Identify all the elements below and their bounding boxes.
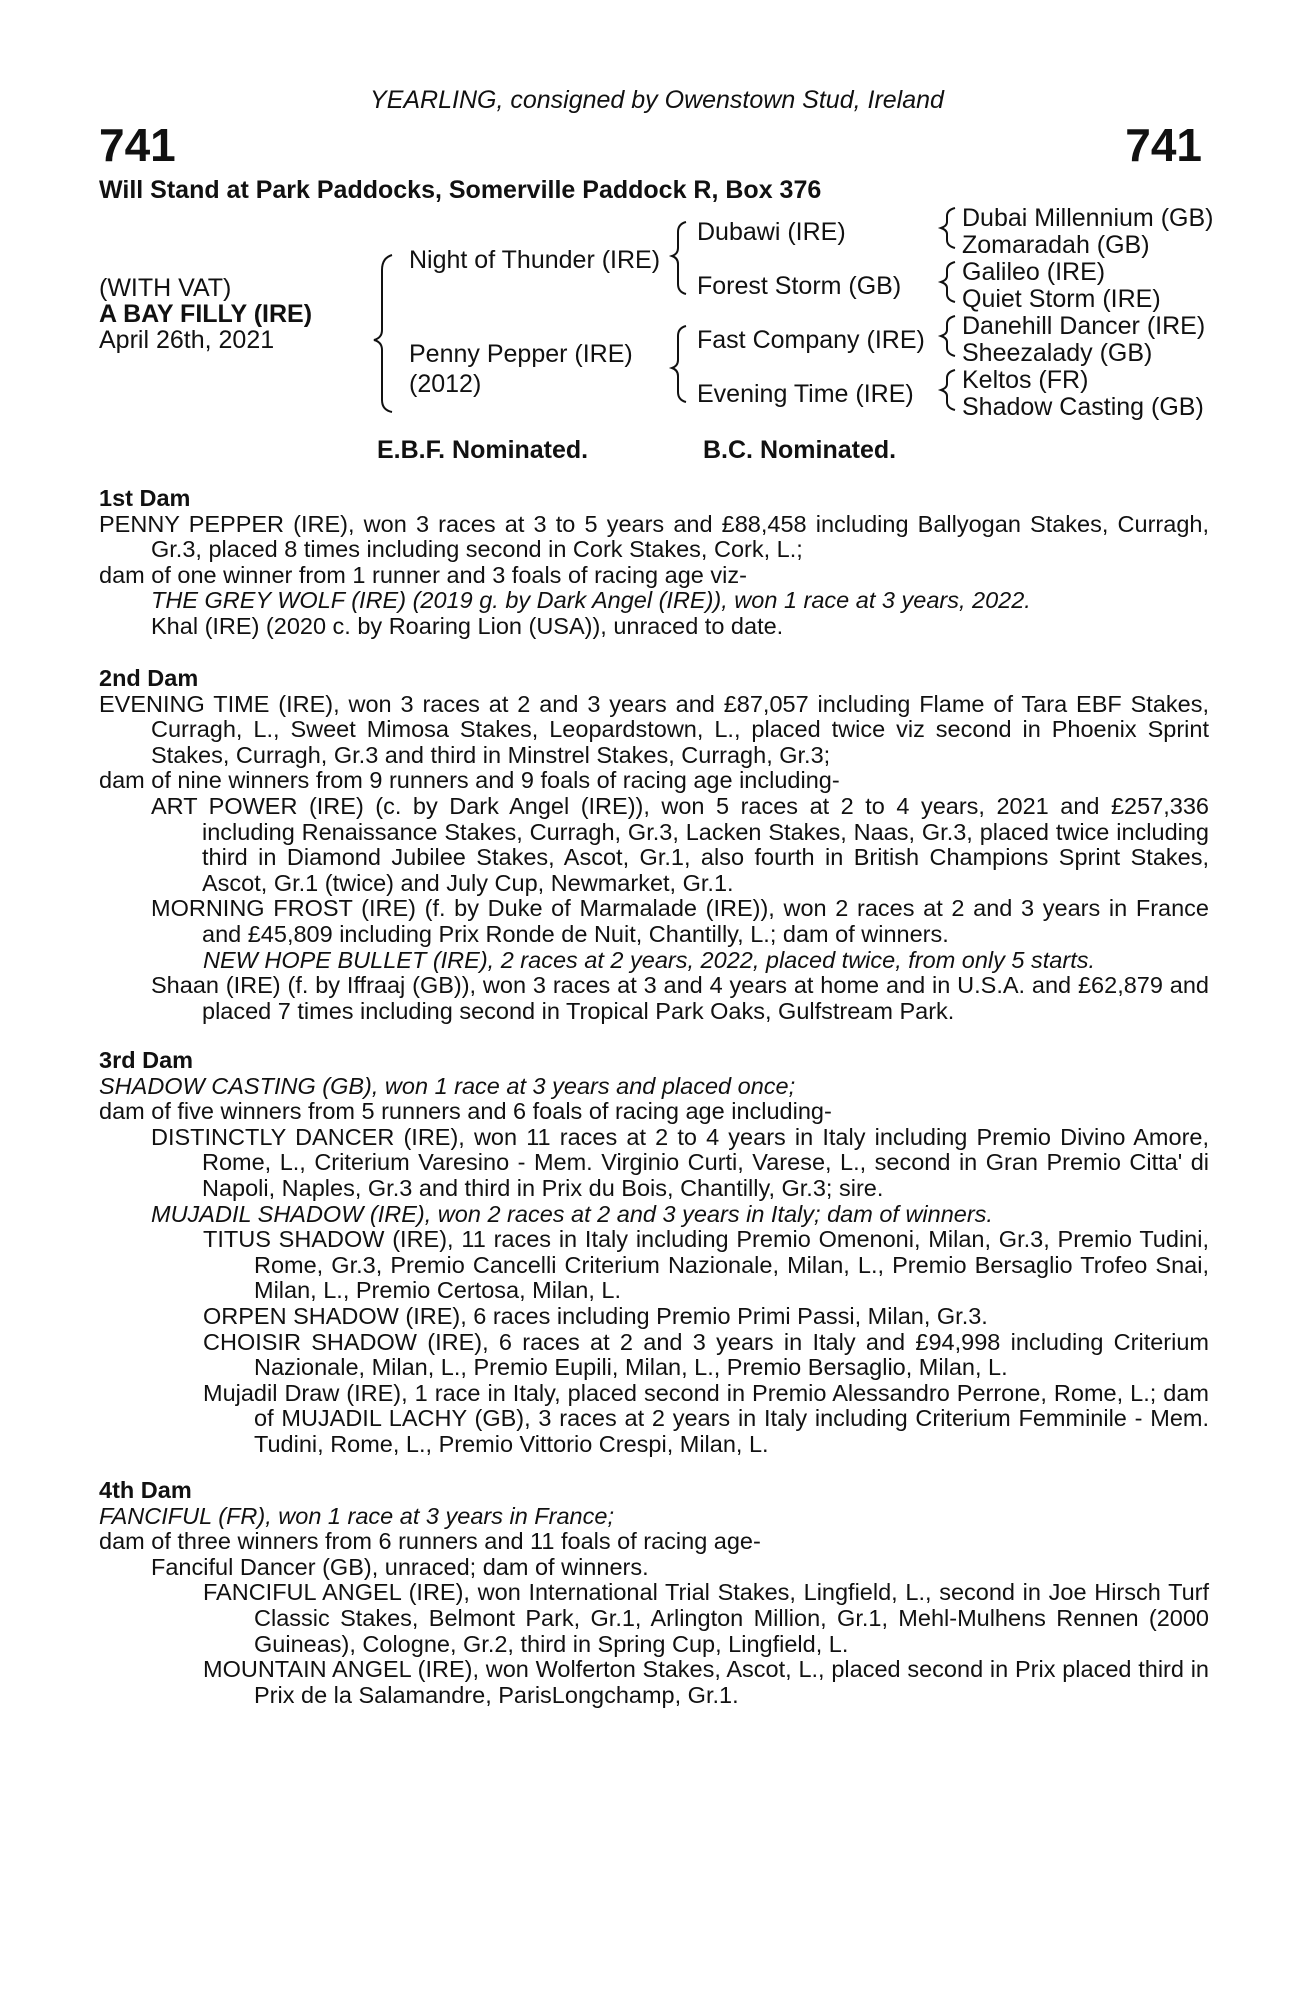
ebf-nomination: E.B.F. Nominated. — [377, 436, 589, 464]
third-dam-section — [99, 1048, 1209, 1458]
horse-name: A BAY FILLY (IRE) — [99, 300, 313, 328]
first-dam-heading: 1st Dam — [99, 485, 191, 511]
dam-name: Penny Pepper (IRE) — [409, 340, 633, 368]
dam-sire-sire: Danehill Dancer (IRE) — [962, 312, 1206, 340]
sire-dam: Forest Storm (GB) — [697, 272, 902, 300]
dam-sire: Fast Company (IRE) — [697, 326, 925, 354]
first-dam-foal-1: THE GREY WOLF (IRE) (2019 g. by Dark Angel (IRE)), won 1 race at 3 years, 2022. — [151, 587, 1031, 614]
second-dam-heading: 2nd Dam — [99, 665, 199, 691]
bc-nomination: B.C. Nominated. — [703, 436, 897, 464]
third-dam-foal-mujadil-shadow: MUJADIL SHADOW (IRE), won 2 races at 2 and 3 years in Italy; dam of winners. — [151, 1200, 993, 1227]
fourth-dam-heading: 4th Dam — [99, 1477, 192, 1503]
fourth-dam-section — [99, 1478, 1209, 1708]
sire-sire-sire: Dubai Millennium (GB) — [962, 204, 1214, 232]
third-dam-heading: 3rd Dam — [99, 1047, 194, 1073]
second-dam-foal-shaan: Shaan (IRE) (f. by Iffraaj (GB)), won 3 races at 3 and 4 years at home and in U.S.A. and £62,879 and placed 7 times including second in Tropical Park Oaks, Gulfstream Park. — [151, 972, 1209, 1024]
fourth-dam-foal-fanciful-dancer: Fanciful Dancer (GB), unraced; dam of winners. — [151, 1553, 649, 1580]
third-dam-grandfoal-mujadil-draw: Mujadil Draw (IRE), 1 race in Italy, placed second in Premio Alessandro Perrone, Rome, L.; dam of MUJADIL LACHY (GB), 3 races at 2 years in Italy including Criterium Femminile - Mem. Tudini, Rome, L., Premio Vittorio Crespi, Milan, L. — [203, 1379, 1209, 1457]
sire-sire-dam: Zomaradah (GB) — [962, 231, 1150, 259]
fourth-dam-grandfoal-fanciful-angel: FANCIFUL ANGEL (IRE), won International Trial Stakes, Lingfield, L., second in Joe Hirsch Turf Classic Stakes, Belmont Park, Gr.1, Arlington Million, Gr.1, Mehl-Mulhens Rennen (2000 Guineas), Cologne, Gr.2, third in Spring Cup, Lingfield, L. — [203, 1579, 1209, 1657]
third-dam-produce-summary: dam of five winners from 5 runners and 6 foals of racing age including- — [99, 1098, 832, 1125]
fourth-dam-record: FANCIFUL (FR), won 1 race at 3 years in France; — [99, 1502, 614, 1529]
third-dam-grandfoal-titus-shadow: TITUS SHADOW (IRE), 11 races in Italy including Premio Omenoni, Milan, Gr.3, Premio Tudini, Rome, Gr.3, Premio Cancelli Criterium Nazionale, Milan, L., Premio Bersaglio Trofeo Snai, Milan, L., Premio Certosa, Milan, L. — [203, 1226, 1209, 1304]
lot-number-right: 741 — [1125, 119, 1202, 171]
first-dam-foal-2: Khal (IRE) (2020 c. by Roaring Lion (USA)), unraced to date. — [151, 612, 784, 639]
third-dam-record: SHADOW CASTING (GB), won 1 race at 3 years and placed once; — [99, 1072, 796, 1099]
second-dam-record: EVENING TIME (IRE), won 3 races at 2 and 3 years and £87,057 including Flame of Tara EBF Stakes, Curragh, L., Sweet Mimosa Stakes, Leopardstown, L., placed twice viz second in Phoenix Sprint Stakes, Curragh, Gr.3 and third in Minstrel Stakes, Curragh, Gr.3; — [99, 690, 1209, 768]
second-dam-foal-art-power: ART POWER (IRE) (c. by Dark Angel (IRE)), won 5 races at 2 to 4 years, 2021 and £257,336 including Renaissance Stakes, Curragh, Gr.3, Lacken Stakes, Naas, Gr.3, placed twice including third in Diamond Jubilee Stakes, Ascot, Gr.1, also fourth in British Champions Sprint Stakes, Ascot, Gr.1 (twice) and July Cup, Newmarket, Gr.1. — [151, 792, 1209, 896]
first-dam-produce-summary: dam of one winner from 1 runner and 3 foals of racing age viz- — [99, 561, 747, 588]
sire-dam-dam: Quiet Storm (IRE) — [962, 285, 1161, 313]
foaling-date: April 26th, 2021 — [99, 326, 275, 354]
dam-dam-dam: Shadow Casting (GB) — [962, 393, 1204, 421]
second-dam-grandfoal-new-hope-bullet: NEW HOPE BULLET (IRE), 2 races at 2 years, 2022, placed twice, from only 5 starts. — [203, 946, 1096, 973]
third-dam-grandfoal-orpen-shadow: ORPEN SHADOW (IRE), 6 races including Premio Primi Passi, Milan, Gr.3. — [203, 1302, 988, 1329]
vat-note: (WITH VAT) — [99, 274, 232, 302]
third-dam-grandfoal-choisir-shadow: CHOISIR SHADOW (IRE), 6 races at 2 and 3 years in Italy and £94,998 including Criterium Nazionale, Milan, L., Premio Eupili, Milan, L., Premio Bersaglio, Milan, L. — [203, 1328, 1209, 1381]
stabling-line: Will Stand at Park Paddocks, Somerville Paddock R, Box 376 — [99, 176, 822, 204]
lot-number-left: 741 — [99, 119, 176, 171]
third-dam-foal-distinctly-dancer: DISTINCTLY DANCER (IRE), won 11 races at 2 to 4 years in Italy including Premio Divino Amore, Rome, L., Criterium Varesino - Mem. Virginio Curti, Varese, L., second in Gran Premio Citta' di Napoli, Naples, Gr.3 and third in Prix du Bois, Chantilly, Gr.3; sire. — [151, 1123, 1209, 1201]
dam-year: (2012) — [409, 370, 482, 398]
second-dam-produce-summary: dam of nine winners from 9 runners and 9 foals of racing age including- — [99, 767, 840, 794]
second-dam-foal-morning-frost: MORNING FROST (IRE) (f. by Duke of Marmalade (IRE)), won 2 races at 2 and 3 years in France and £45,809 including Prix Ronde de Nuit, Chantilly, L.; dam of winners. — [151, 895, 1209, 947]
dam-dam-sire: Keltos (FR) — [962, 366, 1089, 394]
sire-sire: Dubawi (IRE) — [697, 218, 846, 246]
sire-name: Night of Thunder (IRE) — [409, 246, 661, 274]
sire-dam-sire: Galileo (IRE) — [962, 258, 1106, 286]
first-dam-record: PENNY PEPPER (IRE), won 3 races at 3 to 5 years and £88,458 including Ballyogan Stakes, Curragh, Gr.3, placed 8 times including second in Cork Stakes, Cork, L.; — [99, 510, 1209, 563]
fourth-dam-produce-summary: dam of three winners from 6 runners and 11 foals of racing age- — [99, 1528, 761, 1555]
dam-sire-dam: Sheezalady (GB) — [962, 339, 1153, 367]
fourth-dam-grandfoal-mountain-angel: MOUNTAIN ANGEL (IRE), won Wolferton Stakes, Ascot, L., placed second in Prix placed third in Prix de la Salamandre, ParisLongchamp, Gr.1. — [203, 1656, 1209, 1708]
first-dam-section — [99, 486, 1209, 640]
consignment-line: YEARLING, consigned by Owenstown Stud, Ireland — [370, 86, 944, 114]
second-dam-section — [99, 666, 1209, 1024]
dam-dam: Evening Time (IRE) — [697, 380, 914, 408]
